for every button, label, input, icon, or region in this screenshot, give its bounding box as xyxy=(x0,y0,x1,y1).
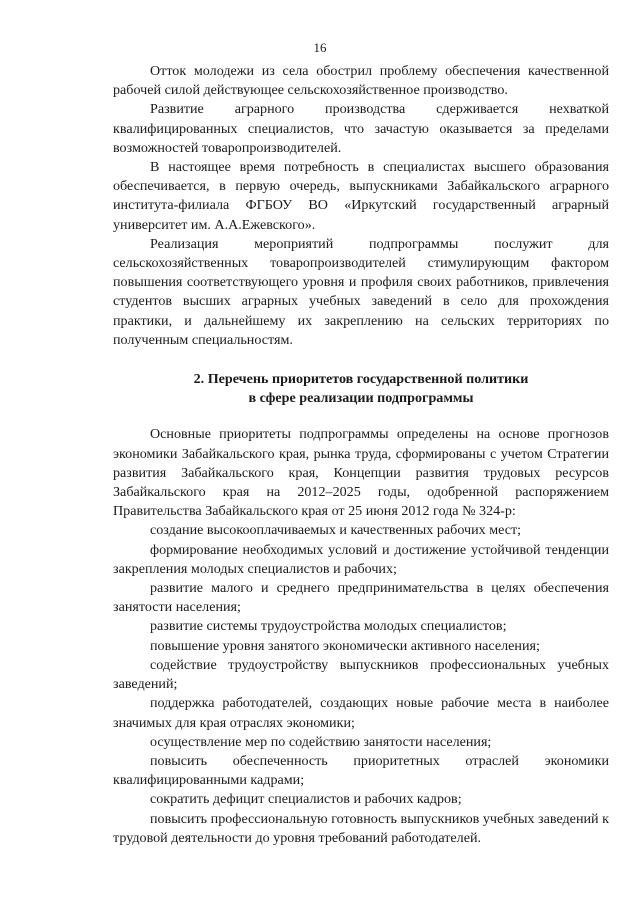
priority-item: развитие малого и среднего предпринимательства в целях обеспечения занятости населения; xyxy=(113,580,609,616)
priority-item: повысить обеспеченность приоритетных отраслей экономики квалифицированными кадрами; xyxy=(113,752,609,789)
paragraph-youth-outflow: Отток молодежи из села обострил проблему обеспечения качественной рабочей силой действующее сельскохозяйственное производство. xyxy=(113,63,609,99)
priority-item: создание высокооплачиваемых и качественных рабочих мест; xyxy=(150,522,522,539)
paragraph-subprogram-implementation: Реализация мероприятий подпрограммы послужит для сельскохозяйственных товаропроизводителей стимулирующим фактором повышения соответствующего уровня и профиля своих работников, привлечения студентов высших аграрных учебных заведений в село для прохождения практики, и дальнейшему их закреплению на сельских территориях по полученным специальностям. xyxy=(113,235,609,348)
priority-item: поддержка работодателей, создающих новые рабочие места в наиболее значимых для края отраслях экономики; xyxy=(113,695,609,731)
priority-item: повысить профессиональную готовность выпускников учебных заведений к трудовой деятельности до уровня требований работодателей. xyxy=(113,810,609,846)
section-lead-paragraph: Основные приоритеты подпрограммы определены на основе прогнозов экономики Забайкальского края, рынка труда, сформированы с учетом Стратегии развития Забайкальского края, Концепции развития трудовых ресурсов Забайкальского края на 2012–2025 годы, одобренной распоряжением Правительства Забайкальского края от 25 июня 2012 года № 324-р: xyxy=(113,426,609,520)
section-heading-line-1: 2. Перечень приоритетов государственной политики xyxy=(193,371,529,388)
priority-item: сократить дефицит специалистов и рабочих кадров; xyxy=(150,791,462,808)
priority-item: формирование необходимых условий и достижение устойчивой тенденции закрепления молодых специалистов и рабочих; xyxy=(113,541,609,577)
paragraph-agrarian-development: Развитие аграрного производства сдерживается нехваткой квалифицированных специалистов, что зачастую оказывается за пределами возможностей товаропроизводителей. xyxy=(113,101,609,156)
paragraph-specialist-demand: В настоящее время потребность в специалистах высшего образования обеспечивается, в первую очередь, выпускниками Забайкальского аграрного института-филиала ФГБОУ ВО «Иркутский государственный аграрный университет им. А.А.Ежевского». xyxy=(113,159,609,233)
priority-item: осуществление мер по содействию занятости населения; xyxy=(150,733,492,750)
page-number: 16 xyxy=(313,40,327,55)
section-heading xyxy=(113,370,609,408)
document-body xyxy=(113,62,609,848)
priority-item: повышение уровня занятого экономически активного населения; xyxy=(150,637,540,654)
priority-item: содействие трудоустройству выпускников профессиональных учебных заведений; xyxy=(113,656,609,693)
priority-item: развитие системы трудоустройства молодых специалистов; xyxy=(150,618,507,635)
section-heading-line-2: в сфере реализации подпрограммы xyxy=(248,390,474,407)
